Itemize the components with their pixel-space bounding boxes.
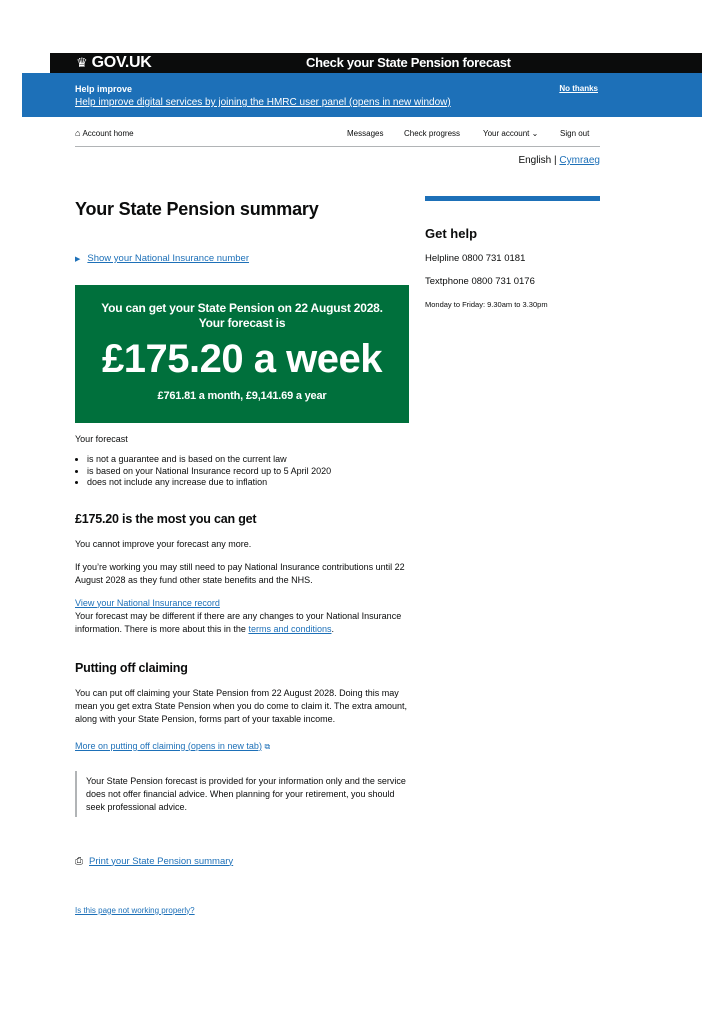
panel-pension-date: You can get your State Pension on 22 August 2028. [101, 301, 383, 315]
financial-advice-inset: Your State Pension forecast is provided for your information only and the service does not offer financial advice. When planning for your retirement, you should seek professional advice. [75, 771, 410, 817]
nav-account-home[interactable] [75, 128, 134, 138]
lang-english: English [518, 155, 552, 166]
list-item: • does not include any increase due to inflation [87, 477, 410, 489]
get-help-heading: Get help [425, 226, 478, 241]
nav-sign-out[interactable]: Sign out [560, 129, 590, 138]
opening-hours: Monday to Friday: 9.30am to 3.30pm [425, 300, 548, 309]
forecast-points-list [75, 454, 410, 489]
sidebar-accent-bar [425, 196, 600, 201]
nav-account-home-label: Account home [82, 128, 134, 138]
chevron-down-icon: ⌄ [531, 129, 539, 138]
panel-forecast-label: Your forecast is [198, 316, 286, 330]
textphone-number: Textphone 0800 731 0176 [425, 276, 535, 287]
triangle-right-icon: ▶ [75, 255, 81, 263]
govuk-logo-text: GOV.UK [91, 54, 152, 71]
nav-messages[interactable]: Messages [347, 129, 384, 138]
list-item: • is based on your National Insurance record up to 5 April 2020 [87, 466, 410, 478]
crown-icon: ♛ [76, 55, 88, 70]
nav-your-account[interactable] [483, 129, 538, 138]
report-problem-link[interactable]: Is this page not working properly? [75, 905, 195, 915]
forecast-panel [75, 285, 409, 423]
govuk-logo[interactable] [76, 53, 152, 73]
show-ni-number-link[interactable]: Show your National Insurance number [87, 253, 249, 264]
lang-cymraeg-link[interactable]: Cymraeg [559, 155, 600, 166]
forecast-different-copy: Your forecast may be different if there are any changes to your National Insurance information. There is more about this in the [75, 610, 402, 634]
external-link-icon: ⧉ [264, 741, 271, 751]
printer-icon: ⎙ [75, 855, 83, 867]
panel-monthly-yearly: £761.81 a month, £9,141.69 a year [157, 390, 327, 402]
account-navigation [75, 123, 600, 147]
banner-user-panel-link[interactable]: Help improve digital services by joining the HMRC user panel (opens in new window) [75, 97, 451, 108]
banner-title: Help improve [75, 84, 133, 94]
cannot-improve-text: You cannot improve your forecast any more. [75, 538, 252, 549]
main-content [75, 199, 410, 915]
help-sidebar [425, 196, 600, 309]
sentence-period: . [331, 623, 334, 634]
most-you-can-get-heading: £175.20 is the most you can get [75, 511, 257, 526]
print-summary-link[interactable]: Print your State Pension summary [89, 855, 234, 867]
forecast-intro: Your forecast [75, 434, 128, 444]
nav-check-progress[interactable]: Check progress [404, 129, 461, 138]
list-item: • is not a guarantee and is based on the current law [87, 454, 410, 466]
show-ni-number-details[interactable] [75, 253, 410, 264]
view-ni-record-link[interactable]: View your National Insurance record [75, 597, 220, 608]
more-on-putting-off-link[interactable]: More on putting off claiming (opens in new tab) [75, 740, 262, 751]
home-icon: ⌂ [75, 128, 81, 138]
view-record-paragraph [75, 597, 410, 610]
helpline-number: Helpline 0800 731 0181 [425, 253, 526, 264]
print-summary[interactable] [75, 856, 410, 867]
service-name[interactable]: Check your State Pension forecast [306, 55, 511, 70]
putting-off-claiming-heading: Putting off claiming [75, 660, 188, 675]
govuk-header [50, 53, 702, 73]
language-toggle [518, 155, 600, 166]
lang-separator: | [554, 155, 557, 166]
forecast-different-text [75, 610, 410, 636]
page-title: Your State Pension summary [75, 199, 319, 219]
banner-no-thanks-link[interactable]: No thanks [559, 84, 598, 93]
putting-off-text: You can put off claiming your State Pension from 22 August 2028. Doing this may mean you get extra State Pension when you do come to claim it. The extra amount, along with your State Pension, forms part of your taxable income. [75, 687, 408, 724]
terms-and-conditions-link[interactable]: terms and conditions [248, 623, 332, 634]
working-ni-text: If you’re working you may still need to pay National Insurance contributions until 22 August 2028 as they fund other state benefits and the NHS. [75, 561, 405, 585]
nav-your-account-label: Your account [483, 129, 530, 138]
help-improve-banner [22, 73, 702, 117]
panel-weekly-amount: £175.20 a week [102, 337, 382, 381]
putting-off-link-paragraph [75, 740, 410, 753]
